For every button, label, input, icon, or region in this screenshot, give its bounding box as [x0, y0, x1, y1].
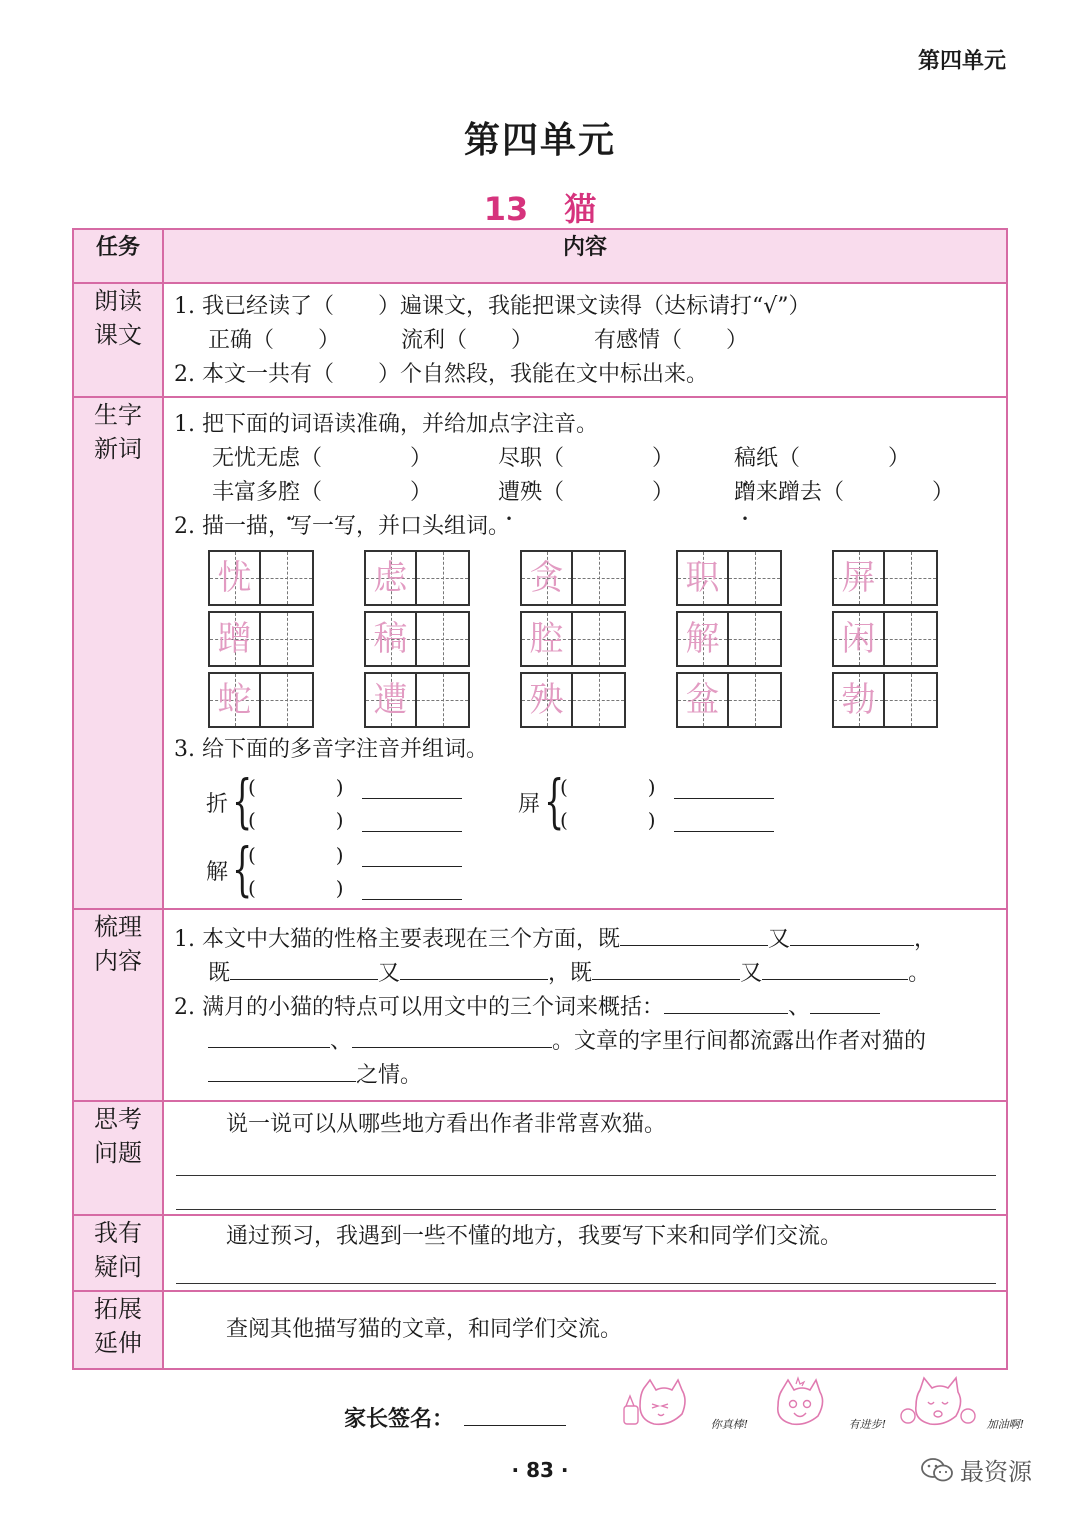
wechat-watermark: 最资源 [920, 1452, 1032, 1487]
tianzige-box[interactable]: 闲 [832, 611, 938, 667]
sticker-cheer[interactable]: 加油啊! [894, 1376, 1030, 1436]
polyphone-answer[interactable]: ( ) [248, 872, 462, 904]
think-content [163, 1101, 1007, 1215]
answer-blank[interactable] [400, 956, 548, 980]
word-item[interactable]: 无忧无虑（ ） [212, 446, 433, 471]
vocab-q3: 3. 给下面的多音字注音并组词。 [174, 737, 488, 762]
lesson-title [0, 184, 1080, 230]
tianzige-box[interactable]: 勃 [832, 672, 938, 728]
answer-blank[interactable] [620, 922, 768, 946]
reading-row [73, 283, 1007, 397]
reading-content [163, 283, 1007, 397]
extend-row [73, 1291, 1007, 1369]
extend-prompt: 查阅其他描写猫的文章，和同学们交流。 [226, 1317, 623, 1342]
summary-line-4: 、 。文章的字里行间都流露出作者对猫的 [174, 1024, 998, 1058]
polyphone-group: 解 { ( ) ( ) [206, 839, 496, 905]
sticker-great[interactable]: 你真棒! [618, 1376, 754, 1436]
task-question: 我有 疑问 [73, 1215, 163, 1291]
polyphone-answer[interactable]: ( ) [248, 804, 462, 836]
answer-blank[interactable] [592, 956, 740, 980]
summary-line-2: 既 又 ，既 又 。 [174, 956, 998, 990]
question-prompt: 通过预习，我遇到一些不懂的地方，我要写下来和同学们交流。 [226, 1224, 843, 1249]
tracing-grid [174, 544, 998, 728]
summary-line-3: 2. 满月的小猫的特点可以用文中的三个词来概括： 、 [174, 990, 998, 1024]
tianzige-box[interactable]: 遭 [364, 672, 470, 728]
page-number: · 83 · [511, 1458, 569, 1482]
polyphone-answer[interactable]: ( ) [248, 771, 462, 803]
grid-row [208, 672, 998, 728]
task-think: 思考 问题 [73, 1101, 163, 1215]
answer-blank[interactable] [208, 1024, 330, 1048]
option-fluent[interactable]: 流利（ ） [401, 328, 534, 353]
table-header-row [73, 229, 1007, 283]
answer-blank[interactable] [664, 990, 788, 1014]
reading-options [174, 324, 998, 358]
parent-signature: 家长签名： [344, 1402, 566, 1433]
option-emotion[interactable]: 有感情（ ） [594, 328, 749, 353]
unit-title: 第四单元 [463, 120, 616, 161]
vocab-q1: 1. 把下面的词语读准确，并给加点字注音。 [174, 412, 598, 437]
writing-line[interactable] [176, 1254, 996, 1284]
tianzige-box[interactable]: 殃 [520, 672, 626, 728]
grid-row [208, 611, 998, 667]
extend-content [163, 1291, 1007, 1369]
polyphone-answer[interactable]: ( ) [248, 839, 462, 871]
vocab-content [163, 397, 1007, 909]
answer-blank[interactable] [352, 1024, 552, 1048]
tianzige-box[interactable]: 虑 [364, 550, 470, 606]
question-row [73, 1215, 1007, 1291]
tianzige-box[interactable]: 忧 [208, 550, 314, 606]
task-vocab: 生字 新词 [73, 397, 163, 909]
vocab-q2: 2. 描一描，写一写，并口头组词。 [174, 514, 510, 539]
wechat-icon [920, 1456, 954, 1484]
polyphone-answer[interactable]: ( ) [560, 804, 774, 836]
answer-blank[interactable] [230, 956, 378, 980]
running-header: 第四单元 [917, 49, 1006, 74]
signature-blank[interactable] [464, 1404, 566, 1426]
word-item[interactable]: 遭殃（ ） [498, 480, 675, 505]
preview-task-table [72, 228, 1008, 1370]
answer-blank[interactable] [208, 1058, 356, 1082]
tianzige-box[interactable]: 蹭 [208, 611, 314, 667]
header-task: 任务 [73, 229, 163, 283]
tianzige-box[interactable]: 屏 [832, 550, 938, 606]
task-extend: 拓展 延伸 [73, 1291, 163, 1369]
polyphone-area [174, 767, 998, 907]
tianzige-box[interactable]: 解 [676, 611, 782, 667]
tianzige-box[interactable]: 稿 [364, 611, 470, 667]
polyphone-answer[interactable]: ( ) [560, 771, 774, 803]
think-row [73, 1101, 1007, 1215]
reading-q1: 1. 我已经读了（ ）遍课文，我能把课文读得（达标请打“√”） [174, 294, 811, 319]
pinyin-word-list [174, 442, 998, 510]
writing-line[interactable] [176, 1142, 996, 1176]
answer-blank[interactable] [762, 956, 908, 980]
summary-line-5: 之情。 [174, 1058, 998, 1092]
polyphone-group: 屏 { ( ) ( ) [518, 771, 808, 837]
question-content [163, 1215, 1007, 1291]
grid-row [208, 550, 998, 606]
think-prompt: 说一说可以从哪些地方看出作者非常喜欢猫。 [226, 1112, 667, 1137]
tianzige-box[interactable]: 职 [676, 550, 782, 606]
word-item[interactable]: 尽职（ ） [498, 446, 675, 471]
task-reading: 朗读 课文 [73, 283, 163, 397]
vocab-row [73, 397, 1007, 909]
tianzige-box[interactable]: 腔 [520, 611, 626, 667]
header-content: 内容 [163, 229, 1007, 283]
summary-row [73, 909, 1007, 1101]
task-summary: 梳理 内容 [73, 909, 163, 1101]
answer-blank[interactable] [790, 922, 914, 946]
answer-blank[interactable] [810, 990, 880, 1014]
summary-line-1: 1. 本文中大猫的性格主要表现在三个方面，既 又 ， [174, 922, 998, 956]
word-item[interactable]: 稿纸（ ） [734, 446, 911, 471]
word-item[interactable]: 丰富多腔（ ） [212, 480, 433, 505]
reward-stickers [618, 1376, 1032, 1436]
polyphone-group: 折 { ( ) ( ) [206, 771, 496, 837]
lesson-name: 猫 [564, 190, 597, 228]
tianzige-box[interactable]: 贪 [520, 550, 626, 606]
tianzige-box[interactable]: 蛇 [208, 672, 314, 728]
summary-content [163, 909, 1007, 1101]
sticker-progress[interactable]: 有进步! [756, 1376, 892, 1436]
word-item[interactable]: 蹭来蹭去（ ） [734, 480, 955, 505]
option-correct[interactable]: 正确（ ） [208, 328, 341, 353]
lesson-number: 13 [483, 190, 529, 228]
writing-line[interactable] [176, 1176, 996, 1210]
tianzige-box[interactable]: 盆 [676, 672, 782, 728]
reading-q2: 2. 本文一共有（ ）个自然段，我能在文中标出来。 [174, 362, 708, 387]
